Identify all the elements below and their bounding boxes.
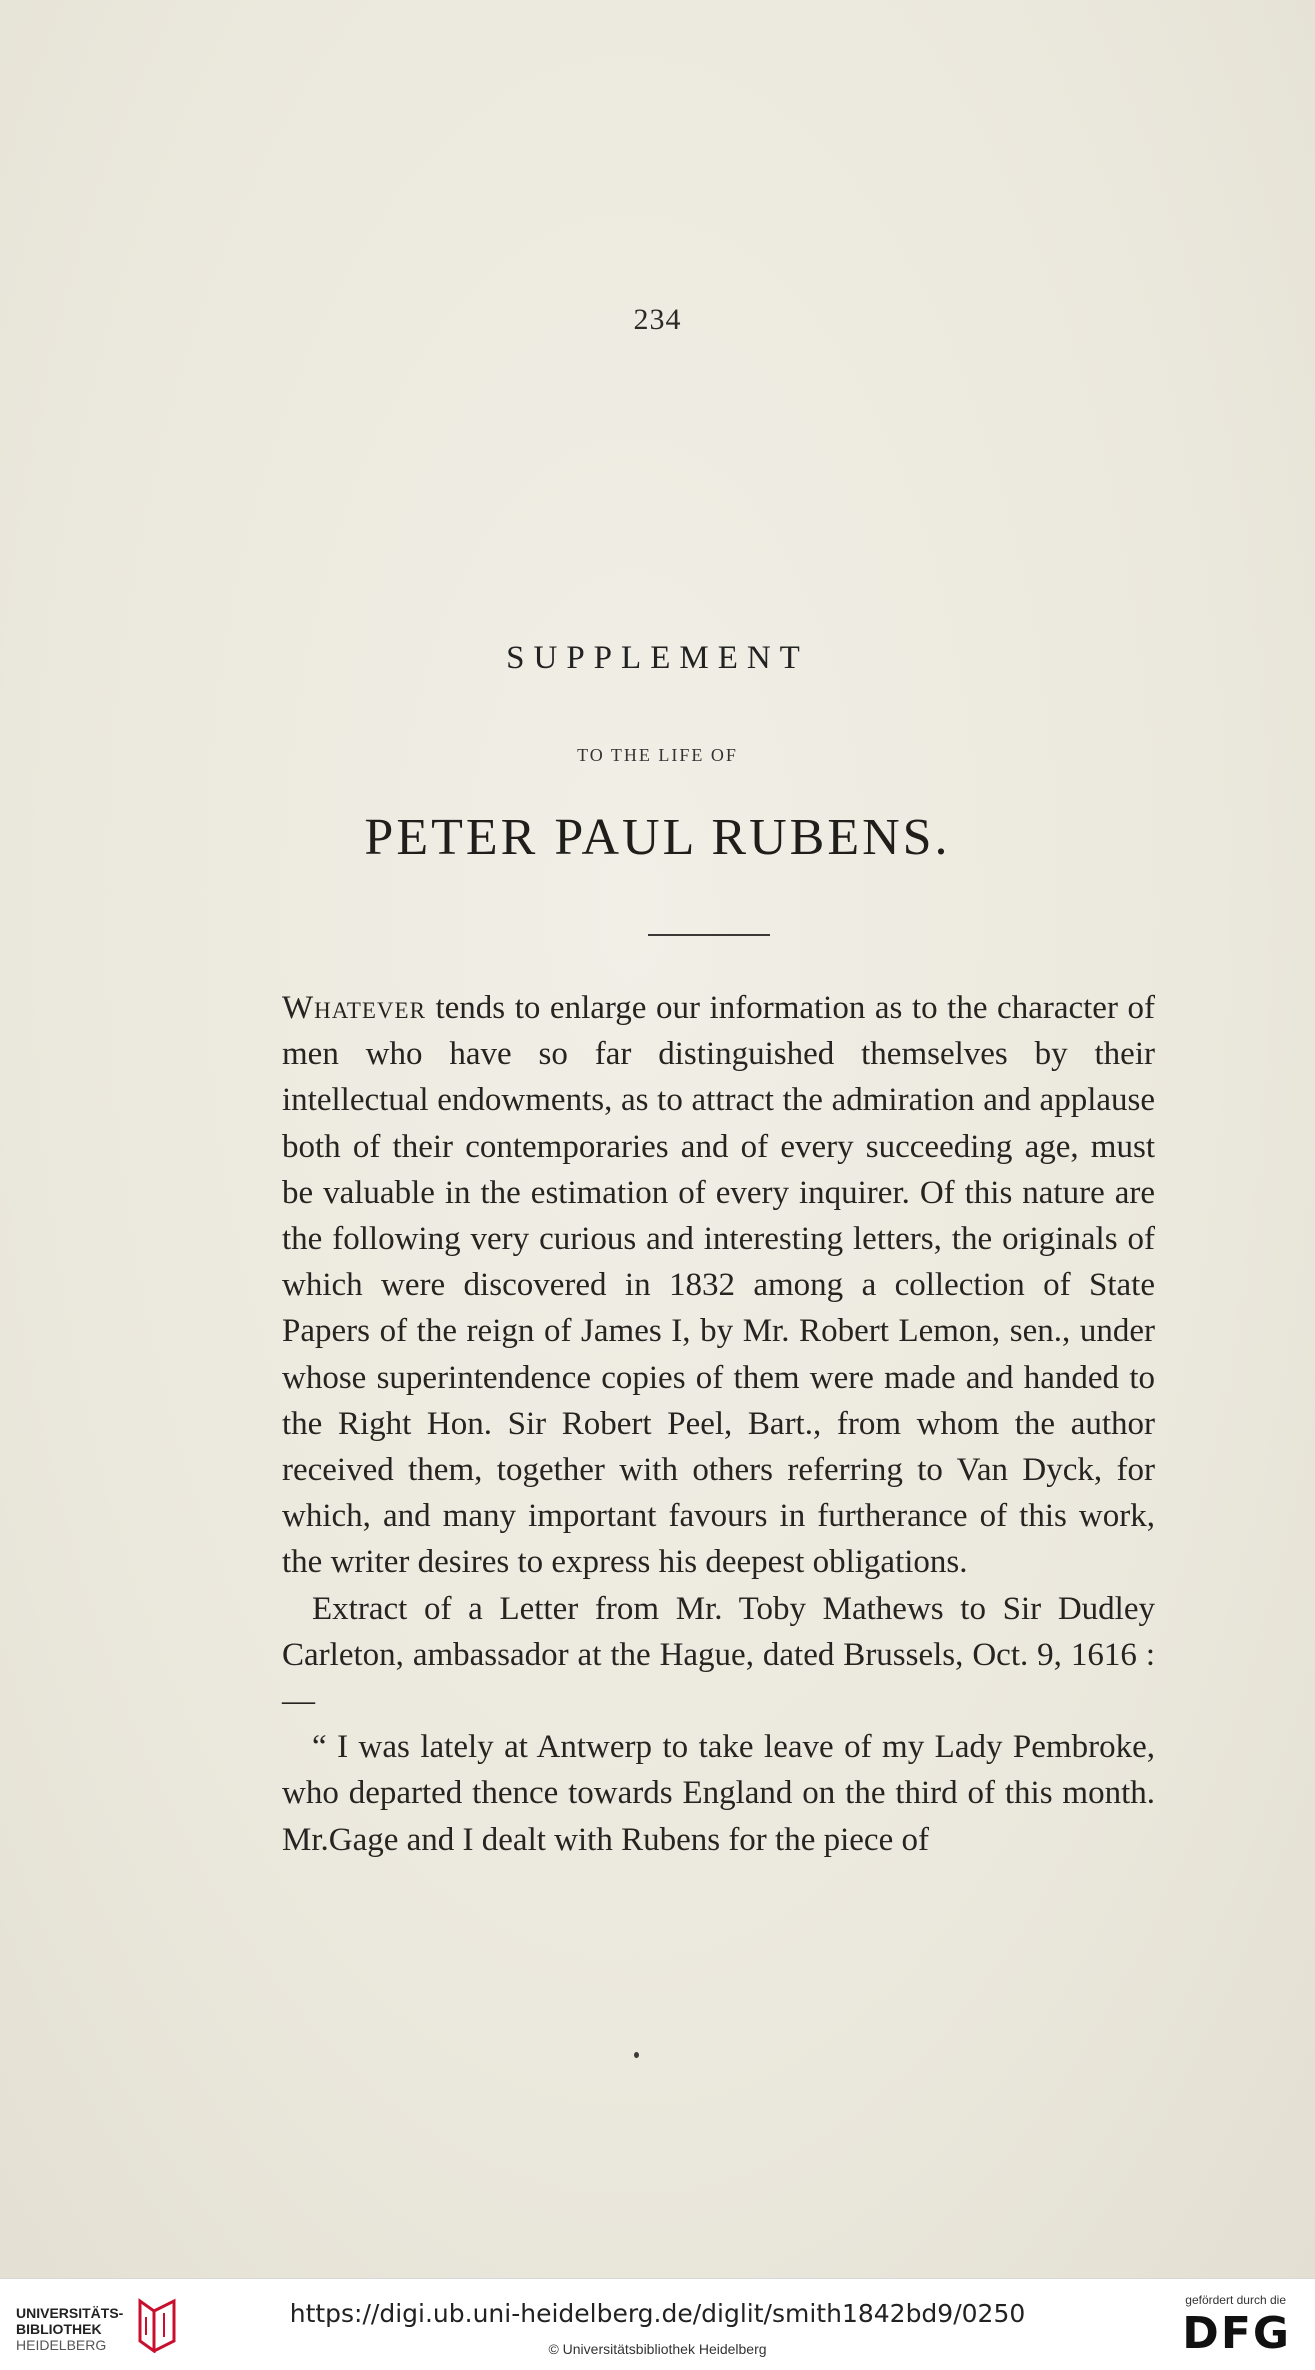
copyright-notice: © Universitätsbibliothek Heidelberg [548, 2341, 767, 2357]
library-name-line2: BIBLIOTHEK [16, 2321, 102, 2337]
section-subheading: TO THE LIFE OF [577, 745, 738, 765]
library-name-line1: UNIVERSITÄTS- [16, 2305, 124, 2321]
dfg-logo[interactable]: DFG [1182, 2308, 1291, 2359]
title-rule [648, 934, 770, 936]
paragraph-extract-heading: Extract of a Letter from Mr. Toby Mathews to Sir Dudley Carleton, ambassador at the Hague, dated Brussels, Oct. 9, 1616 :— [282, 1590, 1155, 1720]
paragraph-letter-quote: “ I was lately at Antwerp to take leave of my Lady Pembroke, who departed thence towards England on the third of this month. Mr.Gage and I dealt with Rubens for the piece of [282, 1729, 1155, 1858]
funding-caption: gefördert durch die [1185, 2293, 1286, 2307]
body-text [282, 985, 1155, 1863]
page-title: PETER PAUL RUBENS. [364, 809, 951, 866]
section-heading: SUPPLEMENT [506, 640, 809, 676]
permalink-url[interactable]: https://digi.ub.uni-heidelberg.de/diglit/smith1842bd9/0250 [289, 2299, 1026, 2328]
library-name-line3: HEIDELBERG [16, 2337, 107, 2353]
viewer-footer [0, 2278, 1315, 2370]
page-number: 234 [633, 303, 682, 336]
paragraph-text: tends to enlarge our information as to the character of men who have so far distinguished themselves by their intellectual endowments, as to attract the admiration and applause both of their contemporaries and of every succeeding age, must be valuable in the estimation of every inquirer. Of this nature are the following very curious and interesting letters, the originals of which were discovered in 1832 among a collection of State Papers of the reign of James I, by Mr. Robert Lemon, sen., under whose superintendence copies of them were made and handed to the Right Hon. Sir Robert Peel, Bart., from whom the author received them, together with others referring to Van Dyck, for which, and many important favours in furtherance of this work, the writer desires to express his deepest obligations. [282, 990, 1155, 1581]
paragraph-lead-word: Whatever [282, 990, 426, 1026]
paragraph-intro [282, 985, 1155, 1586]
paper-speck [634, 2052, 639, 2058]
